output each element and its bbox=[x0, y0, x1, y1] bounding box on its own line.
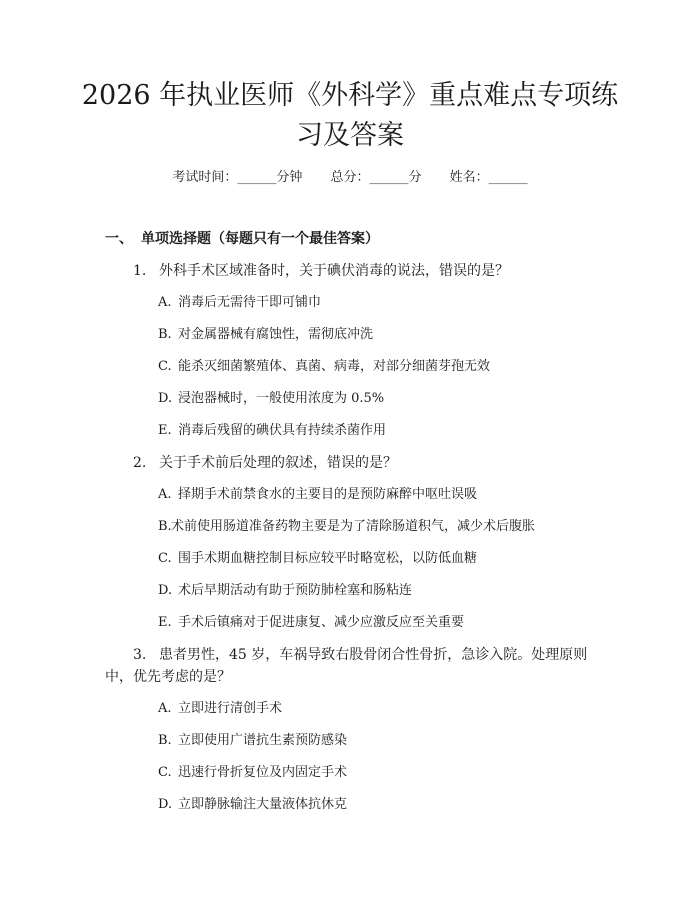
option-text: 手术后镇痛对于促进康复、减少应激反应至关重要 bbox=[178, 615, 465, 630]
option-text: 消毒后无需待干即可铺巾 bbox=[178, 295, 322, 310]
document-title-line1: 2026 年执业医师《外科学》重点难点专项练 bbox=[81, 80, 619, 111]
question-number: 2. bbox=[133, 455, 147, 471]
exam-time-field: 考试时间：______分钟 bbox=[172, 170, 303, 185]
question-2-option-d bbox=[158, 581, 412, 601]
option-letter: E. bbox=[158, 615, 172, 630]
option-letter: C. bbox=[158, 765, 172, 780]
section-number: 一、 bbox=[105, 231, 133, 247]
question-3-option-c bbox=[158, 763, 347, 783]
question-1-stem bbox=[133, 261, 509, 281]
option-text: 能杀灭细菌繁殖体、真菌、病毒，对部分细菌芽孢无效 bbox=[178, 359, 491, 374]
question-text: 关于手术前后处理的叙述，错误的是？ bbox=[159, 455, 397, 471]
question-text: 外科手术区域准备时，关于碘伏消毒的说法，错误的是？ bbox=[159, 263, 509, 279]
option-letter: D. bbox=[158, 583, 173, 598]
question-1-option-b bbox=[158, 325, 373, 345]
question-3-option-d bbox=[158, 795, 347, 815]
option-text: 择期手术前禁食水的主要目的是预防麻醉中呕吐误吸 bbox=[178, 487, 478, 502]
question-3-option-b bbox=[158, 731, 347, 751]
option-letter: A. bbox=[158, 295, 172, 310]
question-number: 3. bbox=[133, 647, 147, 663]
option-text: 术后早期活动有助于预防肺栓塞和肠粘连 bbox=[178, 583, 413, 598]
total-score-field: 总分：______分 bbox=[330, 170, 422, 185]
option-letter: C. bbox=[158, 359, 172, 374]
section-title: 单项选择题（每题只有一个最佳答案） bbox=[141, 231, 379, 247]
section-heading bbox=[105, 229, 379, 249]
option-letter: A. bbox=[158, 701, 172, 716]
option-letter: B. bbox=[158, 519, 172, 534]
question-1-option-e bbox=[158, 421, 386, 441]
option-text: 对金属器械有腐蚀性，需彻底冲洗 bbox=[178, 327, 374, 342]
option-text: 术前使用肠道准备药物主要是为了清除肠道积气，减少术后腹胀 bbox=[171, 519, 536, 534]
question-2-option-c bbox=[158, 549, 477, 569]
student-name-field: 姓名：______ bbox=[449, 170, 528, 185]
question-3-option-a bbox=[158, 699, 282, 719]
option-letter: D. bbox=[158, 391, 173, 406]
question-3-stem-line2 bbox=[105, 667, 231, 687]
document-title-line2: 习及答案 bbox=[296, 120, 404, 151]
question-2-option-a bbox=[158, 485, 477, 505]
option-letter: B. bbox=[158, 327, 172, 342]
question-2-stem bbox=[133, 453, 397, 473]
question-text-continued: 中，优先考虑的是？ bbox=[105, 669, 231, 685]
option-text: 消毒后残留的碘伏具有持续杀菌作用 bbox=[178, 423, 387, 438]
option-text: 迅速行骨折复位及内固定手术 bbox=[178, 765, 348, 780]
option-letter: C. bbox=[158, 551, 172, 566]
question-1-option-d bbox=[158, 389, 384, 409]
question-1-option-c bbox=[158, 357, 490, 377]
option-letter: D. bbox=[158, 797, 173, 812]
option-text: 浸泡器械时，一般使用浓度为 0.5% bbox=[178, 391, 385, 406]
option-letter: B. bbox=[158, 733, 172, 748]
option-letter: A. bbox=[158, 487, 172, 502]
question-text: 患者男性，45 岁，车祸导致右股骨闭合性骨折，急诊入院。处理原则 bbox=[159, 647, 588, 663]
question-2-option-b bbox=[158, 517, 535, 537]
option-letter: E. bbox=[158, 423, 172, 438]
question-3-stem-line1 bbox=[133, 645, 587, 665]
question-1-option-a bbox=[158, 293, 321, 313]
option-text: 立即进行清创手术 bbox=[178, 701, 283, 716]
option-text: 立即静脉输注大量液体抗休克 bbox=[178, 797, 348, 812]
exam-meta-row bbox=[0, 168, 700, 188]
option-text: 立即使用广谱抗生素预防感染 bbox=[178, 733, 348, 748]
question-number: 1. bbox=[133, 263, 147, 279]
question-2-option-e bbox=[158, 613, 464, 633]
option-text: 围手术期血糖控制目标应较平时略宽松，以防低血糖 bbox=[178, 551, 478, 566]
